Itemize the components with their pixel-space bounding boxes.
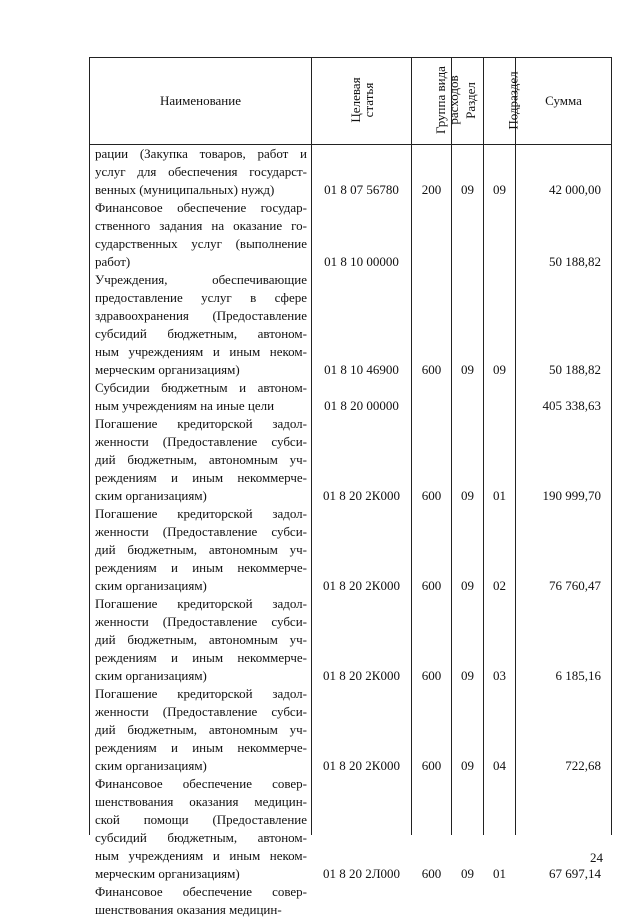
row-section: 09	[461, 578, 474, 593]
header-target-article: Целевая статья	[312, 58, 412, 145]
row-name-line: ским организациям)	[95, 668, 207, 683]
row-section: 09	[461, 758, 474, 773]
row-name-line: услуг для обеспечения государст-	[95, 164, 307, 179]
row-name-line: реждениям и иным некоммерче-	[95, 470, 307, 485]
row-section: 09	[461, 866, 474, 881]
row-section: 09	[461, 182, 474, 197]
header-subsection: Подраздел	[484, 58, 516, 145]
row-target-article: 01 8 20 2Л000	[322, 866, 401, 881]
row-name-line: реждениям и иным некоммерче-	[95, 740, 307, 755]
row-name-line: дий бюджетным, автономным уч-	[95, 452, 307, 467]
row-section: 09	[461, 668, 474, 683]
row-sum: 722,68	[565, 758, 601, 773]
row-target-article: 01 8 10 00000	[324, 254, 399, 269]
row-name-line: ственного задания на оказание го-	[95, 218, 307, 233]
row-subsection: 02	[493, 578, 506, 593]
row-name-line: ским организациям)	[95, 488, 207, 503]
row-name-line: шенствования оказания медицин-	[95, 794, 307, 809]
row-name-line: женности (Предоставление субси-	[95, 704, 307, 719]
header-name: Наименование	[90, 58, 312, 145]
row-name-line: ским организациям)	[95, 758, 207, 773]
row-name-line: рации (Закупка товаров, работ и	[95, 146, 307, 161]
target-article-column	[312, 145, 412, 881]
row-subsection: 04	[493, 758, 506, 773]
row-sum: 42 000,00	[549, 182, 601, 197]
expense-group-column	[412, 145, 452, 881]
row-subsection: 01	[493, 488, 506, 503]
row-sum: 405 338,63	[542, 398, 601, 413]
header-expense-group: Группа вида расходов	[412, 58, 452, 145]
row-target-article: 01 8 20 2К000	[323, 668, 400, 683]
page-number: 24	[590, 850, 603, 865]
row-expense-group: 600	[421, 668, 442, 683]
row-target-article: 01 8 07 56780	[324, 182, 399, 197]
row-name-line: работ)	[95, 254, 131, 269]
row-name-line: реждениям и иным некоммерче-	[95, 650, 307, 665]
subsection-column	[484, 145, 516, 881]
row-name-line: Финансовое обеспечение государ-	[95, 200, 307, 215]
row-sum: 6 185,16	[555, 668, 601, 683]
row-name-line: Погашение кредиторской задол-	[95, 596, 307, 611]
row-name-line: здравоохранения (Предоставление	[95, 308, 307, 323]
row-target-article: 01 8 20 2К000	[323, 578, 400, 593]
header-section: Раздел	[452, 58, 484, 145]
row-sum: 50 188,82	[549, 362, 601, 377]
row-name-line: реждениям и иным некоммерче-	[95, 560, 307, 575]
row-name-line: венных (муниципальных) нужд)	[95, 182, 275, 197]
row-name-line: Субсидии бюджетным и автоном-	[95, 380, 307, 395]
row-expense-group: 600	[421, 578, 442, 593]
row-name-line: дий бюджетным, автономным уч-	[95, 542, 307, 557]
row-expense-group: 600	[421, 488, 442, 503]
row-subsection: 09	[493, 182, 506, 197]
section-column	[452, 145, 484, 881]
table-body-row	[90, 145, 612, 836]
row-name-line: сударственных услуг (выполнение	[95, 236, 307, 251]
row-expense-group: 600	[421, 758, 442, 773]
row-name-line: субсидий бюджетным, автоном-	[95, 326, 307, 341]
row-expense-group: 600	[421, 362, 442, 377]
row-name-line: субсидий бюджетным, автоном-	[95, 830, 307, 845]
header-sum: Сумма	[516, 58, 612, 145]
row-name-line: ской помощи (Предоставление	[95, 812, 307, 827]
row-name-line: Учреждения, обеспечивающие	[95, 272, 307, 287]
row-name-line: мерческим организациям)	[95, 362, 240, 377]
row-section: 09	[461, 362, 474, 377]
row-name-line: предоставление услуг в сфере	[95, 290, 307, 305]
row-sum: 76 760,47	[549, 578, 601, 593]
row-target-article: 01 8 20 2К000	[323, 488, 400, 503]
row-name-line: Погашение кредиторской задол-	[95, 686, 307, 701]
row-subsection: 03	[493, 668, 506, 683]
row-name-line: ным учреждениям и иным неком-	[95, 344, 307, 359]
row-target-article: 01 8 20 00000	[324, 398, 399, 413]
row-name-line: женности (Предоставление субси-	[95, 524, 307, 539]
row-name-line: ским организациям)	[95, 578, 207, 593]
row-section: 09	[461, 488, 474, 503]
row-expense-group: 200	[421, 182, 442, 197]
row-name-line: дий бюджетным, автономным уч-	[95, 722, 307, 737]
table-header-row	[90, 58, 612, 145]
row-name-line: Погашение кредиторской задол-	[95, 416, 307, 431]
row-name-line: Погашение кредиторской задол-	[95, 506, 307, 521]
row-name-line: дий бюджетным, автономным уч-	[95, 632, 307, 647]
row-expense-group: 600	[421, 866, 442, 881]
sum-column	[516, 145, 612, 881]
row-subsection: 01	[493, 866, 506, 881]
row-name-line: ным учреждениям на иные цели	[95, 398, 275, 413]
row-sum: 190 999,70	[542, 488, 601, 503]
row-name-line: женности (Предоставление субси-	[95, 614, 307, 629]
row-target-article: 01 8 10 46900	[324, 362, 399, 377]
name-column	[90, 145, 312, 917]
row-name-line: ным учреждениям и иным неком-	[95, 848, 307, 863]
row-name-line: Финансовое обеспечение совер-	[95, 776, 307, 791]
row-sum: 67 697,14	[549, 866, 601, 881]
row-subsection: 09	[493, 362, 506, 377]
row-name-line: женности (Предоставление субси-	[95, 434, 307, 449]
budget-table	[89, 57, 612, 917]
row-name-line: мерческим организациям)	[95, 866, 240, 881]
row-name-line: шенствования оказания медицин-	[95, 902, 282, 917]
row-name-line: Финансовое обеспечение совер-	[95, 884, 307, 899]
row-target-article: 01 8 20 2К000	[323, 758, 400, 773]
row-sum: 50 188,82	[549, 254, 601, 269]
